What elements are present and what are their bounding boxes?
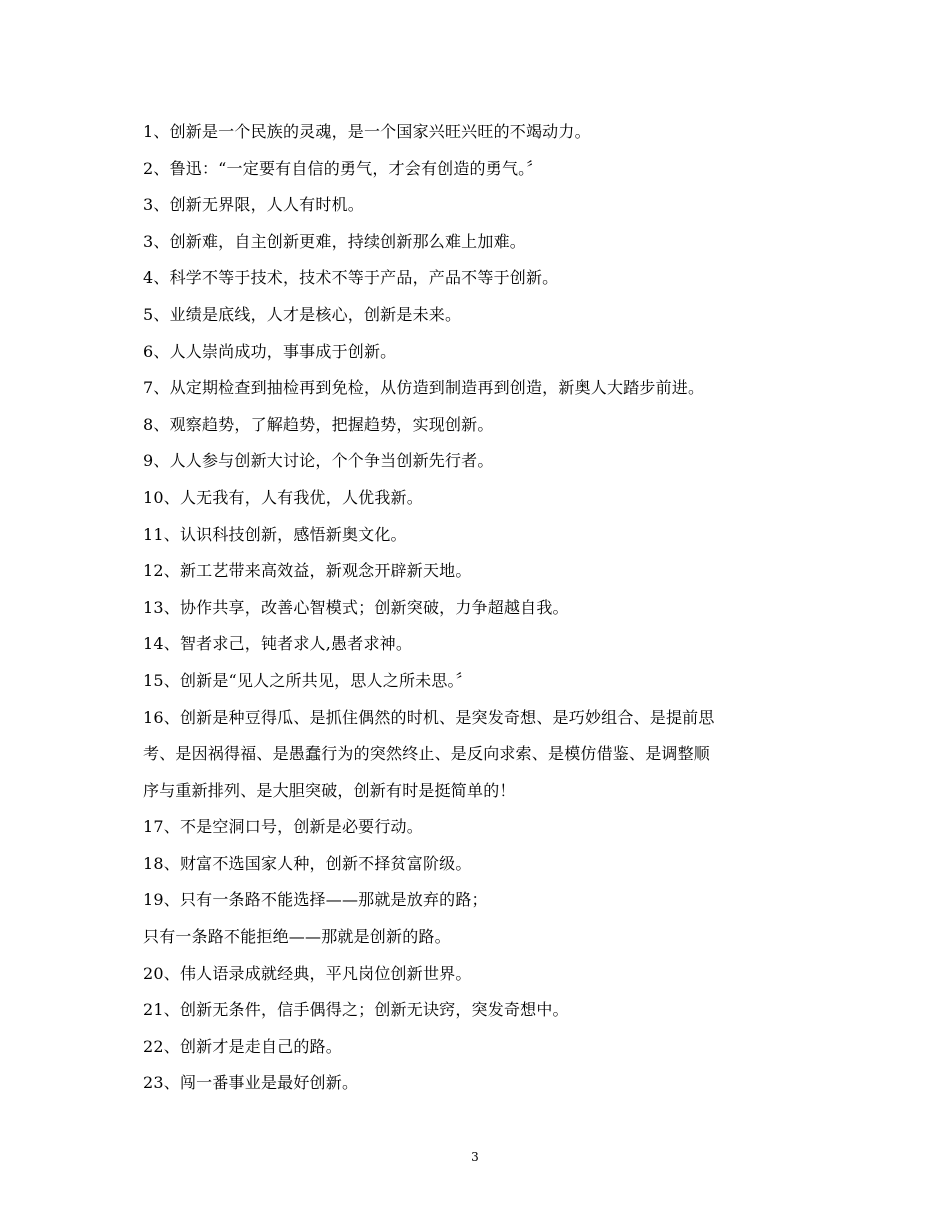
page-number: 3 [471,1150,479,1164]
text-line: 21、创新无条件，信手偶得之；创新无诀窍，突发奇想中。 [143,1000,569,1020]
document-body [143,114,823,1102]
text-line: 18、财富不选国家人种，创新不择贫富阶级。 [143,853,472,873]
text-line: 5、业绩是底线，人才是核心，创新是未来。 [143,304,462,324]
text-line: 只有一条路不能拒绝——那就是创新的路。 [143,927,451,947]
text-line: 17、不是空洞口号，创新是必要行动。 [143,817,423,837]
text-line: 6、人人崇尚成功，事事成于创新。 [143,341,397,361]
text-line: 3、创新无界限，人人有时机。 [143,195,364,215]
text-line: 3、创新难，自主创新更难，持续创新那么难上加难。 [143,231,526,251]
text-line: 19、只有一条路不能选择——那就是放弃的路； [143,890,488,910]
text-line: 16、创新是种豆得瓜、是抓住偶然的时机、是突发奇想、是巧妙组合、是提前思 [143,707,715,727]
text-line: 序与重新排列、是大胆突破，创新有时是挺简单的！ [143,780,516,800]
text-line: 11、认识科技创新，感悟新奥文化。 [143,524,407,544]
text-line: 7、从定期检查到抽检再到免检，从仿造到制造再到创造，新奥人大踏步前进。 [143,378,705,398]
text-line: 14、智者求己，钝者求人,愚者求神。 [143,634,413,654]
text-line: 4、科学不等于技术，技术不等于产品，产品不等于创新。 [143,268,559,288]
text-line: 12、新工艺带来高效益，新观念开辟新天地。 [143,561,472,581]
text-line: 22、创新才是走自己的路。 [143,1036,342,1056]
text-line: 8、观察趋势，了解趋势，把握趋势，实现创新。 [143,414,494,434]
text-line: 20、伟人语录成就经典，平凡岗位创新世界。 [143,963,472,983]
text-line: 15、创新是“见人之所共见，思人之所未思。〞 [143,670,472,690]
text-line: 13、协作共享，改善心智模式；创新突破，力争超越自我。 [143,597,569,617]
text-line: 1、创新是一个民族的灵魂，是一个国家兴旺兴旺的不竭动力。 [143,122,591,141]
text-line: 考、是因祸得福、是愚蠢行为的突然终止、是反向求索、是模仿借鉴、是调整顺 [143,744,711,764]
text-line: 2、鲁迅：“一定要有自信的勇气，才会有创造的勇气。〞 [143,158,543,178]
text-line: 10、人无我有，人有我优，人优我新。 [143,487,423,507]
text-line: 9、人人参与创新大讨论，个个争当创新先行者。 [143,451,494,471]
text-line: 23、闯一番事业是最好创新。 [143,1073,359,1093]
